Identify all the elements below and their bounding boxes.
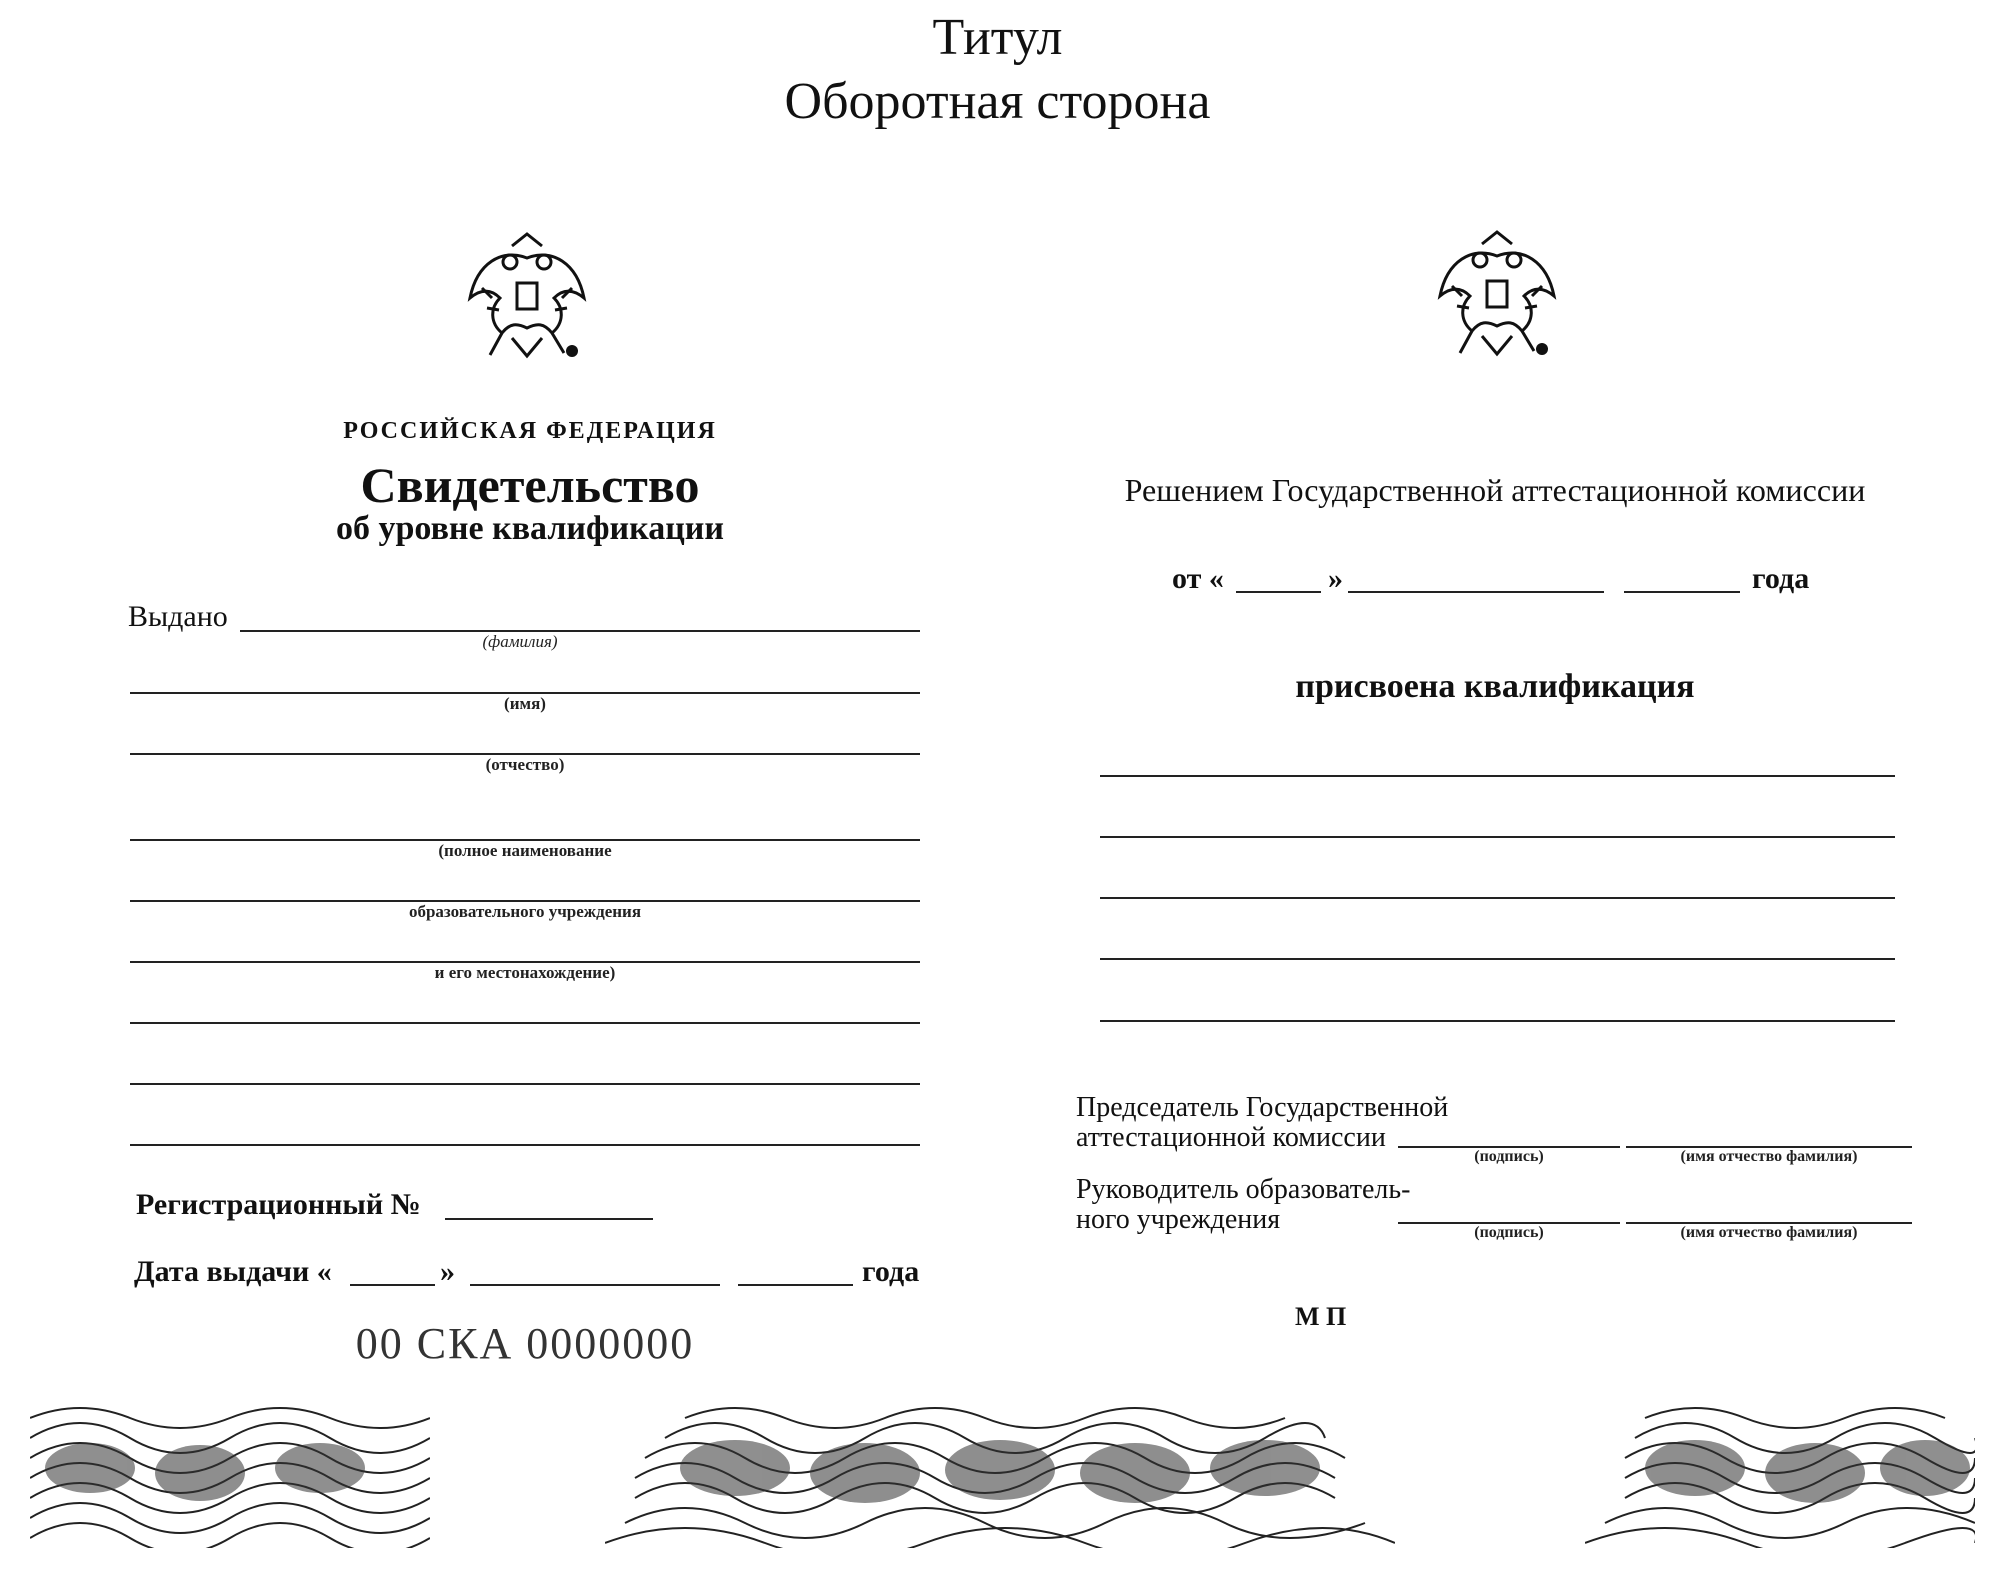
- chair-title-line2: аттестационной комиссии: [1076, 1122, 1386, 1153]
- coat-of-arms-icon: [1432, 226, 1562, 361]
- registration-label: Регистрационный №: [136, 1188, 421, 1221]
- qualification-line[interactable]: [1100, 958, 1895, 960]
- org-caption-2: образовательного учреждения: [408, 902, 642, 921]
- issue-day-field[interactable]: [350, 1284, 435, 1286]
- stamp-place: М П: [1295, 1302, 1347, 1331]
- issue-year-field[interactable]: [738, 1284, 853, 1286]
- chair-signature-caption: (подпись): [1474, 1148, 1544, 1165]
- guilloche-ornament-icon: [605, 1398, 1395, 1548]
- surname-caption: (фамилия): [482, 632, 558, 651]
- header-title: Титул: [932, 9, 1063, 66]
- head-title-line1: Руководитель образователь-: [1076, 1174, 1411, 1205]
- blank-line[interactable]: [130, 1083, 920, 1085]
- qualification-line[interactable]: [1100, 775, 1895, 777]
- qualification-line[interactable]: [1100, 897, 1895, 899]
- head-title-line2: ного учреждения: [1076, 1204, 1281, 1235]
- serial-number: 00 СКА 0000000: [355, 1319, 695, 1368]
- header-subtitle: Оборотная сторона: [784, 73, 1211, 130]
- issued-label: Выдано: [128, 600, 228, 633]
- org-caption-1: (полное наименование: [438, 841, 612, 860]
- guilloche-ornament-icon: [30, 1398, 430, 1548]
- certificate-subtitle: об уровне квалификации: [336, 510, 724, 547]
- patronymic-caption: (отчество): [485, 755, 565, 774]
- decision-text: Решением Государственной аттестационной комиссии: [1124, 472, 1866, 508]
- registration-field[interactable]: [445, 1218, 653, 1220]
- blank-line[interactable]: [130, 1144, 920, 1146]
- issue-date-close: »: [440, 1255, 455, 1288]
- country-label: РОССИЙСКАЯ ФЕДЕРАЦИЯ: [343, 418, 717, 444]
- decision-date-label: от «: [1172, 562, 1224, 595]
- decision-year-label: года: [1752, 562, 1810, 595]
- org-caption-3: и его местонахождение): [434, 963, 616, 982]
- head-title: [1076, 1175, 1410, 1235]
- issue-date-label: Дата выдачи «: [134, 1255, 332, 1288]
- guilloche-ornament-icon: [1585, 1398, 1975, 1548]
- decision-day-field[interactable]: [1236, 591, 1321, 593]
- certificate-title: Свидетельство: [360, 457, 700, 513]
- chair-name-caption: (имя отчество фамилия): [1680, 1148, 1858, 1165]
- decision-date-close: »: [1328, 562, 1343, 595]
- decision-month-field[interactable]: [1348, 591, 1604, 593]
- coat-of-arms-icon: [462, 228, 592, 363]
- name-caption: (имя): [504, 694, 546, 713]
- head-signature-caption: (подпись): [1474, 1224, 1544, 1241]
- head-name-caption: (имя отчество фамилия): [1680, 1224, 1858, 1241]
- qualification-line[interactable]: [1100, 836, 1895, 838]
- blank-line[interactable]: [130, 1022, 920, 1024]
- chair-title-line1: Председатель Государственной: [1076, 1092, 1449, 1123]
- chair-title: [1076, 1093, 1448, 1153]
- decision-year-field[interactable]: [1624, 591, 1740, 593]
- qualification-line[interactable]: [1100, 1020, 1895, 1022]
- issue-month-field[interactable]: [470, 1284, 720, 1286]
- qualification-heading: присвоена квалификация: [1295, 668, 1695, 705]
- issue-year-label: года: [862, 1255, 920, 1288]
